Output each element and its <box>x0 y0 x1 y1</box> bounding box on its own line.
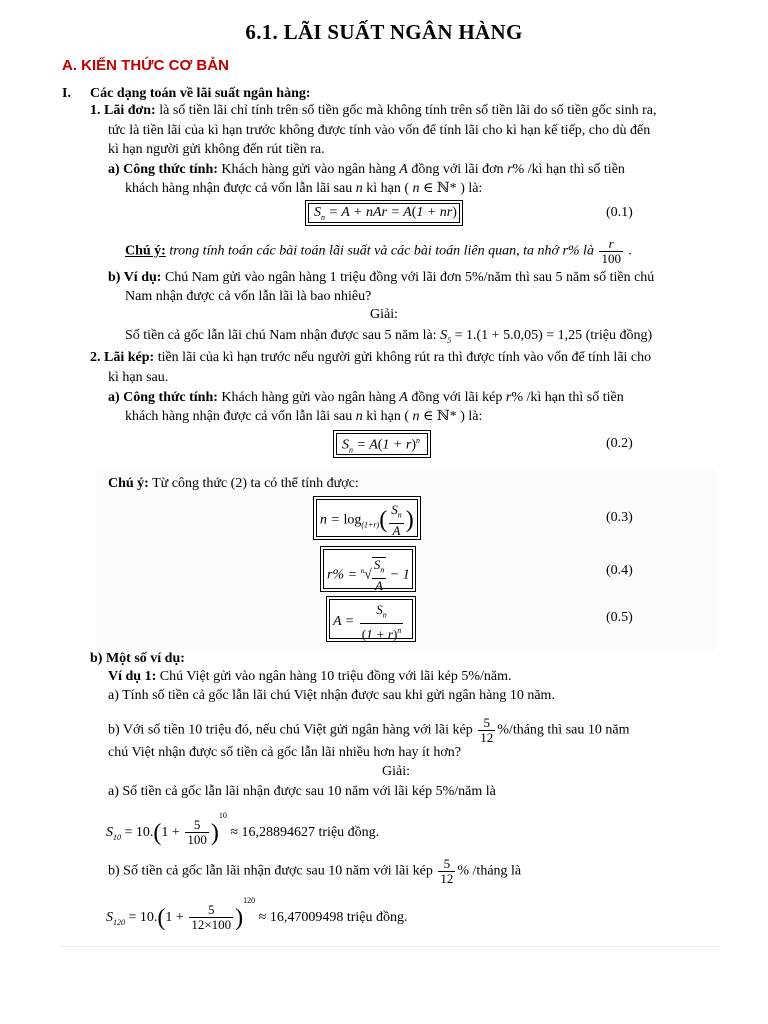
simple-example-line1 <box>108 270 654 286</box>
formula-tag-5: (0.5) <box>606 610 633 625</box>
text-fragment: = 1,25 (triệu đồng) <box>546 328 653 343</box>
example-1-part-a: a) Tính số tiền cả gốc lẫn lãi chú Việt nhận được sau khi gửi ngân hàng 10 năm. <box>108 688 555 703</box>
text-fragment: Khách hàng gửi vào ngân hàng <box>217 162 400 177</box>
text-fragment: b) Số tiền cả gốc lẫn lãi nhận được sau 10 năm với lãi kép <box>108 863 433 879</box>
text-fragment: khách hàng nhận được cả vốn lẫn lãi sau <box>125 181 356 196</box>
examples-heading: b) Một số ví dụ: <box>90 651 185 666</box>
formula-box-compound <box>333 430 431 458</box>
formula-tag-4: (0.4) <box>606 563 633 578</box>
text-fragment: % /tháng là <box>457 863 522 879</box>
solution-a-text: a) Số tiền cả gốc lẫn lãi nhận được sau 10 năm với lãi kép 5%/năm là <box>108 784 496 799</box>
formula-box-root <box>320 546 416 592</box>
text-fragment: kì hạn ( <box>362 409 413 424</box>
text-fragment: b) Với số tiền 10 triệu đó, nếu chú Việt gửi ngân hàng với lãi kép <box>108 722 473 738</box>
page-bottom-divider <box>60 946 720 947</box>
solution-b-formula: $S_{120} = 10.(1$ + $\frac{5}{12\times 100}$ )$^{120}$ ≈ 16,47009498 triệu đồng. <box>106 896 408 933</box>
note-text: trong tính toán các bài toán lãi suất và các bài toán liên quan, ta nhớ r% là <box>165 243 594 259</box>
example-1-label: Ví dụ 1: <box>108 669 157 684</box>
text-fragment: ) là: <box>456 181 483 196</box>
simple-def-3: kì hạn người gửi không đến rút tiền ra. <box>108 142 325 157</box>
text-fragment: ) là: <box>456 409 483 424</box>
formula-tag-2: (0.2) <box>606 436 633 451</box>
formula-root: r% = $^n$√ $\frac{S_n}{A}$ − 1 <box>327 557 410 593</box>
example-1-part-b <box>108 716 629 745</box>
text-fragment: Chú Nam gửi vào ngân hàng 1 triệu đồng với lãi đơn 5%/năm thì sau 5 năm số tiền chú <box>161 270 655 285</box>
page-title: 6.1. LÃI SUẤT NGÂN HÀNG <box>245 20 523 44</box>
formula-tag-3: (0.3) <box>606 510 633 525</box>
simple-answer: Số tiền cả gốc lẫn lãi chú Nam nhận được sau 5 năm là: $S_5 = 1.(1 + 5.0,05) = 1,25$ (triệu đồng) <box>125 328 653 345</box>
compound-formula-line2: khách hàng nhận được cả vốn lẫn lãi sau n kì hạn ( n ∈ ℕ* ) là: <box>125 409 483 424</box>
solution-b-text <box>108 857 521 886</box>
text-fragment: Khách hàng gửi vào ngân hàng <box>217 390 400 405</box>
simple-formula-line1: a) Công thức tính: Khách hàng gửi vào ngân hàng A đồng với lãi đơn r% /kì hạn thì số tiền <box>108 162 625 177</box>
compound-def-1: tiền lãi của kì hạn trước nếu người gửi không rút ra thì được tính vào vốn để tính lãi cho <box>154 350 652 365</box>
compound-formula-label: a) Công thức tính: <box>108 390 218 405</box>
compound-label: Lãi kép: <box>104 350 155 365</box>
simple-label: Lãi đơn: <box>104 103 156 118</box>
compound-num: 2. <box>90 350 101 365</box>
text-fragment: ≈ 16,47009498 triệu đồng. <box>258 910 408 925</box>
compound-note <box>108 476 359 492</box>
note-text: Từ công thức (2) ta có thể tính được: <box>148 476 359 491</box>
fraction-r-over-100: $\frac{r}{100}$ <box>601 236 621 266</box>
text-fragment: /kì hạn thì số tiền <box>522 390 624 405</box>
part-heading: Các dạng toán về lãi suất ngân hàng: <box>90 86 311 101</box>
simple-def-2: tức là tiền lãi của kì hạn trước không được tính vào vốn để tính lãi cho kì hạn kế tiếp, cho dù đến <box>108 123 651 138</box>
example-1-line <box>108 669 512 685</box>
note-label: Chú ý: <box>108 476 149 491</box>
simple-solution-heading: Giải: <box>370 307 398 322</box>
note-label: Chú ý: <box>125 243 166 259</box>
simple-num: 1. <box>90 103 101 118</box>
formula-log: $n = \log_{(1+r)}$( $\frac{S_n}{A}$ ) <box>320 502 414 538</box>
text-fragment: đồng với lãi đơn <box>407 162 508 177</box>
text-fragment: /kì hạn thì số tiền <box>524 162 625 177</box>
simple-note: Chú ý: trong tính toán các bài toán lãi suất và các bài toán liên quan, ta nhớ r% là $\frac{r}{100}$ . <box>125 236 632 266</box>
example-solution-heading: Giải: <box>382 764 410 779</box>
formula-box-simple <box>305 200 463 226</box>
formula-box-log <box>313 496 421 540</box>
solution-a-formula: $S_{10} = 10.(1$ + $\frac{5}{100}$ )$^{10}$ ≈ 16,28894627 triệu đồng. <box>106 811 380 848</box>
simple-formula-line2: khách hàng nhận được cả vốn lẫn lãi sau n kì hạn ( n ∈ ℕ* ) là: <box>125 181 483 196</box>
text-fragment: khách hàng nhận được cả vốn lẫn lãi sau <box>125 409 356 424</box>
text-fragment: ≈ 16,28894627 triệu đồng. <box>230 825 380 840</box>
example-1-part-b-line2: chú Việt nhận được số tiền cả gốc lẫn lãi nhiều hơn hay ít hơn? <box>108 745 461 760</box>
formula-principal: A = $\frac{S_n}{(1 + r)^n}$ <box>333 602 402 641</box>
compound-formula-line1: a) Công thức tính: Khách hàng gửi vào ngân hàng A đồng với lãi kép r% /kì hạn thì số tiền <box>108 390 624 405</box>
simple-interest-line1 <box>90 103 657 119</box>
simple-def-1: là số tiền lãi chỉ tính trên số tiền gốc mà không tính trên số tiền lãi do số tiền gốc sinh ra, <box>155 103 657 118</box>
fraction-5-over-12: $\frac{5}{12}$ <box>440 856 454 886</box>
formula-compound: $S_n = A(1 + r)^n$ <box>342 436 420 455</box>
compound-interest-line1 <box>90 350 651 366</box>
text-fragment: Chú Việt gửi vào ngân hàng 10 triệu đồng với lãi kép 5%/năm. <box>156 669 512 684</box>
simple-formula-label: a) Công thức tính: <box>108 162 218 177</box>
text-fragment: %/tháng thì sau 10 năm <box>497 722 630 738</box>
formula-box-principal <box>326 596 416 642</box>
simple-example-line2: Nam nhận được cả vốn lẫn lãi là bao nhiêu? <box>125 289 372 304</box>
compound-def-2: kì hạn sau. <box>108 370 169 385</box>
formula-simple: $S_n = A$ + nAr = A(1 + nr) <box>314 205 457 222</box>
formula-tag-1: (0.1) <box>606 205 633 220</box>
section-a-heading: A. KIẾN THỨC CƠ BẢN <box>62 57 229 74</box>
text-fragment: kì hạn ( <box>362 181 413 196</box>
part-number: I. <box>62 86 71 101</box>
fraction-5-over-12: $\frac{5}{12}$ <box>480 715 494 745</box>
example-label: b) Ví dụ: <box>108 270 162 285</box>
text-fragment: đồng với lãi kép <box>407 390 506 405</box>
text-fragment: Số tiền cả gốc lẫn lãi chú Nam nhận được sau 5 năm là: <box>125 328 441 343</box>
